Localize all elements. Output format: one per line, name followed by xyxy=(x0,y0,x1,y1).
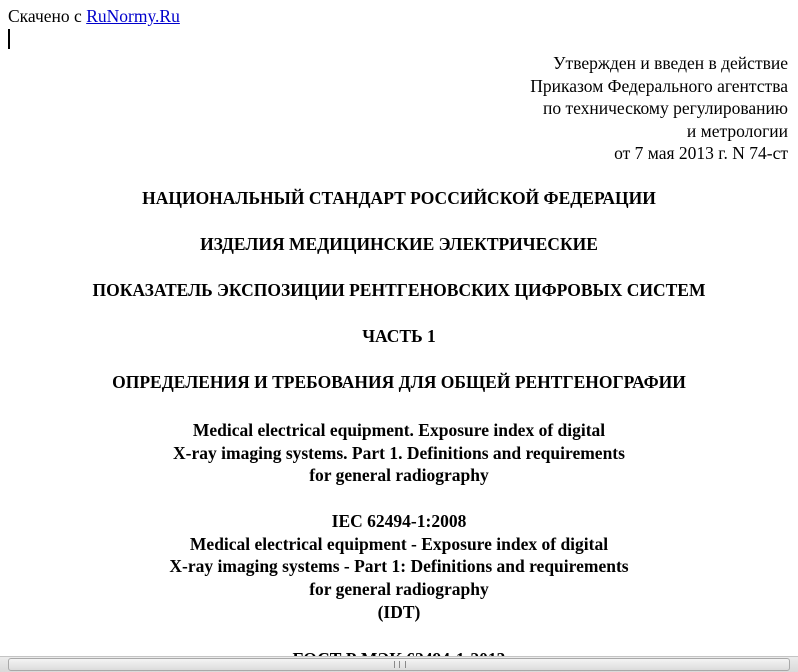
iec-identity: (IDT) xyxy=(377,601,421,622)
iec-title-line: X-ray imaging systems - Part 1: Definitions and requirements xyxy=(169,556,629,577)
english-title-block xyxy=(0,419,798,487)
part-title: ЧАСТЬ 1 xyxy=(362,326,436,346)
scrollbar-thumb[interactable] xyxy=(8,658,790,671)
approval-line: от 7 мая 2013 г. N 74-ст xyxy=(614,143,788,163)
source-link[interactable]: RuNormy.Ru xyxy=(86,6,180,26)
iec-block xyxy=(0,510,798,624)
part-name-title: ОПРЕДЕЛЕНИЯ И ТРЕБОВАНИЯ ДЛЯ ОБЩЕЙ РЕНТГЕНОГРАФИИ xyxy=(112,372,686,392)
source-line xyxy=(8,6,180,27)
text-caret xyxy=(8,29,10,49)
iec-code: IEC 62494-1:2008 xyxy=(331,511,467,531)
source-prefix: Скачено с xyxy=(8,6,82,26)
horizontal-scrollbar[interactable] xyxy=(0,656,798,672)
iec-title-line: Medical electrical equipment - Exposure index of digital xyxy=(189,533,609,554)
approval-line: Утвержден и введен в действие xyxy=(553,53,788,73)
english-title-line: for general radiography xyxy=(309,465,489,486)
english-title-line: Medical electrical equipment. Exposure index of digital xyxy=(192,420,606,440)
national-standard-title: НАЦИОНАЛЬНЫЙ СТАНДАРТ РОССИЙСКОЙ ФЕДЕРАЦИИ xyxy=(142,188,656,208)
grip-icon xyxy=(394,661,406,668)
subject-title: ПОКАЗАТЕЛЬ ЭКСПОЗИЦИИ РЕНТГЕНОВСКИХ ЦИФРОВЫХ СИСТЕМ xyxy=(92,280,706,300)
iec-title-line: for general radiography xyxy=(309,579,489,600)
approval-line: Приказом Федерального агентства xyxy=(530,75,788,96)
approval-line: и метрологии xyxy=(686,120,788,141)
english-title-line: X-ray imaging systems. Part 1. Definitions and requirements xyxy=(173,442,625,463)
approval-line: по техническому регулированию xyxy=(542,98,788,118)
approval-block xyxy=(530,52,788,165)
product-title: ИЗДЕЛИЯ МЕДИЦИНСКИЕ ЭЛЕКТРИЧЕСКИЕ xyxy=(200,234,598,254)
